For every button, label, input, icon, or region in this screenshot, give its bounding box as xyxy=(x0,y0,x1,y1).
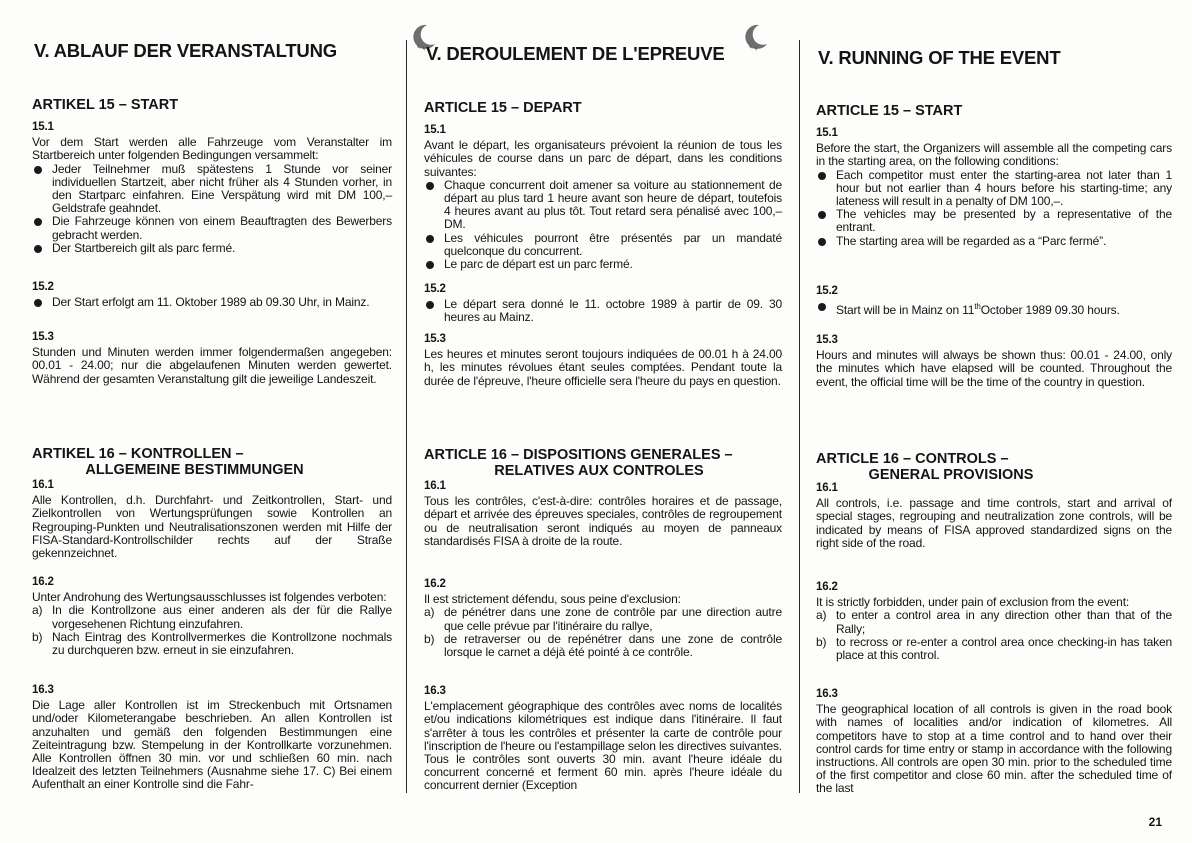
bullet-item: The starting area will be regarded as a “Parc fermé”. xyxy=(816,235,1172,248)
list-item xyxy=(32,631,392,657)
page-number: 21 xyxy=(1148,815,1162,829)
section-16-1 xyxy=(424,480,782,548)
paragraph: Il est strictement défendu, sous peine d'exclusion: xyxy=(424,592,681,607)
section-number: 15.3 xyxy=(816,334,838,346)
list-text: to enter a control area in any direction other than that of the Rally; xyxy=(836,608,1172,636)
article-15-heading: ARTIKEL 15 – START xyxy=(32,97,179,113)
paragraph: Die Lage aller Kontrollen ist im Streckenbuch mit Ortsnamen und/oder Kilometerangabe beschrieben. An allen Kontrollen ist anzuhalten und gemäß den folgenden Bestimmungen eine Zeiteintragung bzw. Stempelung in der Kontrollkarte vorzunehmen. Alle Kontrollen öffnen 30 min. vor und schließen 60 min. nach Idealzeit des letzten Teilnehmers (Ausnahme siehe 17. C) Bei einem Aufenthalt an einer Kontrolle sind die Fahr- xyxy=(32,698,392,792)
section-number: 16.3 xyxy=(816,688,838,700)
section-number: 15.2 xyxy=(424,283,446,295)
section-15-3 xyxy=(424,333,782,388)
section-number: 15.1 xyxy=(816,127,838,139)
heading-line: ARTICLE 16 – CONTROLS – xyxy=(816,451,1009,467)
article-15-heading: ARTICLE 15 – DEPART xyxy=(424,100,582,116)
bullet-item: Chaque concurrent doit amener sa voiture au stationnement de départ au plus tard 1 heure avant son heure de départ, toutefois 4 heures avant au plus tôt. Tout retard sera pénalisé avec 100,– DM. xyxy=(424,179,782,232)
section-16-3 xyxy=(424,685,782,793)
section-16-1 xyxy=(32,479,392,560)
english-column xyxy=(814,0,1172,843)
chapter-title: V. RUNNING OF THE EVENT xyxy=(818,47,1061,68)
list-marker: a) xyxy=(32,603,43,618)
bullet-item: Le départ sera donné le 11. octobre 1989 à partir de 09. 30 heures au Mainz. xyxy=(424,298,782,324)
bullet-item: Jeder Teilnehmer muß spätestens 1 Stunde vor seiner individuellen Startzeit, aber nicht früher als 4 Stunden vorher, in den Startparc einfahren. Eine Verspätung wird mit DM 100,– Geldstrafe geahndet. xyxy=(32,163,392,216)
article-16-heading xyxy=(424,447,774,479)
article-15-heading: ARTICLE 15 – START xyxy=(816,103,963,119)
german-column xyxy=(30,0,392,843)
article-16-heading xyxy=(816,451,1086,483)
list-marker: b) xyxy=(424,631,435,646)
section-number: 15.2 xyxy=(32,281,54,293)
bullet-item: Der Startbereich gilt als parc fermé. xyxy=(32,242,392,255)
ordinal-suffix: th xyxy=(974,302,981,312)
paragraph: Tous les contrôles, c'est-à-dire: contrôles horaires et de passage, départ et arrivée des épreuves speciales, contrôles de regroupement ou de neutralisation seront indiqués au moyen de panneaux standardisés FISA à droite de la route. xyxy=(424,494,782,548)
heading-line: ARTICLE 16 – DISPOSITIONS GENERALES – xyxy=(424,447,733,463)
paragraph: Les heures et minutes seront toujours indiquées de 00.01 h à 24.00 h, les minutes révolues étant seules comptées. Pendant toute la durée de l'épreuve, l'heure officielle sera l'heure du pays en question. xyxy=(424,347,782,388)
list-text: In die Kontrollzone aus einer anderen als der für die Rallye vorgesehenen Richtung einzufahren. xyxy=(52,603,392,631)
section-15-1 xyxy=(32,121,392,255)
bullet-item: Die Fahrzeuge können von einem Beauftragten des Bewerbers gebracht werden. xyxy=(32,215,392,241)
section-16-1 xyxy=(816,482,1172,550)
paragraph: All controls, i.e. passage and time controls, start and arrival of special stages, regrouping and neutralization zone controls, will be indicated by means of FISA approved standardized signs on the right side of the road. xyxy=(816,496,1172,550)
heading-line: ALLGEMEINE BESTIMMUNGEN xyxy=(85,462,304,478)
section-number: 15.3 xyxy=(32,331,54,343)
column-divider xyxy=(406,40,407,793)
section-number: 15.1 xyxy=(32,121,54,133)
section-number: 16.3 xyxy=(424,685,446,697)
paragraph: Unter Androhung des Wertungsausschlusses ist folgendes verboten: xyxy=(32,590,387,605)
list-text: Nach Eintrag des Kontrollvermerkes die Kontrollzone nochmals zu durchqueren bzw. erneut in sie einzufahren. xyxy=(52,629,392,658)
list-text: de retraverser ou de repénétrer dans une zone de contrôle lorsque le carnet a déjà été pointé à ce contrôle. xyxy=(444,631,782,660)
heading-line: RELATIVES AUX CONTROLES xyxy=(494,463,704,479)
paragraph: The geographical location of all controls is given in the road book with names of localities and/or indication of kilometres. All competitors have to stop at a time control and to hand over their control cards for time entry or stamp in accordance with the following instructions. All controls are open 30 min. prior to the scheduled time of the first competitor and close 60 min. after the scheduled time of the last xyxy=(816,702,1172,796)
list-marker: a) xyxy=(816,608,827,623)
paragraph: L'emplacement géographique des contrôles avec noms de localités et/ou indications kilométriques est indique dans l'itinéraire. Il faut s'arrêter à tous les contrôles et présenter la carte de contrôle pour l'inscription de l'heure ou l'estampillage selon les directives suivantes. Tous le contrôles sont ouverts 30 min. avant l'heure idéale du concurrent concerné et ferment 60 min. après l'heure idéale du concurrent dernier (Exception xyxy=(424,699,782,793)
section-16-2 xyxy=(424,578,782,659)
bullet-item: Each competitor must enter the starting-area not later than 1 hour but not earlier than 4 hours before his starting-time; any lateness will result in a penalty of DM 100,–. xyxy=(816,169,1172,209)
section-number: 16.2 xyxy=(424,578,446,590)
bullet-text: Start will be in Mainz on 11 xyxy=(836,303,975,318)
bullet-text: October 1989 09.30 hours. xyxy=(980,303,1120,318)
bullet-item xyxy=(816,300,1172,317)
bullet-item: Le parc de départ est un parc fermé. xyxy=(424,258,782,271)
list-text: to recross or re-enter a control area once checking-in has taken place at this control. xyxy=(836,634,1172,663)
section-number: 16.3 xyxy=(32,684,54,696)
section-15-2 xyxy=(32,281,392,309)
section-15-1 xyxy=(424,124,782,271)
bullet-item: Der Start erfolgt am 11. Oktober 1989 ab 09.30 Uhr, in Mainz. xyxy=(32,296,392,309)
section-15-3 xyxy=(32,331,392,386)
section-number: 16.2 xyxy=(816,581,838,593)
heading-line: ARTIKEL 16 – KONTROLLEN – xyxy=(32,446,244,462)
section-16-2 xyxy=(32,576,392,657)
list-marker: b) xyxy=(816,634,827,649)
list-item xyxy=(816,636,1172,662)
list-item xyxy=(816,609,1172,635)
article-16-heading xyxy=(32,446,357,478)
section-number: 16.2 xyxy=(32,576,54,588)
list-marker: b) xyxy=(32,629,43,644)
paragraph: Vor dem Start werden alle Fahrzeuge vom Veranstalter im Startbereich unter folgenden Bedingungen versammelt: xyxy=(32,135,392,163)
list-item xyxy=(424,633,782,659)
section-15-2 xyxy=(816,285,1172,317)
paragraph: Alle Kontrollen, d.h. Durchfahrt- und Zeitkontrollen, Start- und Zielkontrollen von Wertungsprüfungen sowie Kontrollen an Regrouping-Punkten und Neutralisationszonen werden mit Hilfe der FISA-Standard-Kontrollschilder rechts auf der Straße gekennzeichnet. xyxy=(32,493,392,561)
section-number: 15.2 xyxy=(816,285,838,297)
section-number: 15.1 xyxy=(424,124,446,136)
column-divider xyxy=(799,40,800,793)
section-number: 16.1 xyxy=(816,482,838,494)
section-15-1 xyxy=(816,127,1172,248)
list-text: de pénétrer dans une zone de contrôle par une direction autre que celle prévue par l'itinéraire du rallye, xyxy=(444,605,782,633)
bullet-item: The vehicles may be presented by a representative of the entrant. xyxy=(816,208,1172,234)
paragraph: Avant le départ, les organisateurs prévoient la réunion de tous les véhicules de course dans un parc de départ, dans les conditions suivantes: xyxy=(424,138,782,179)
paragraph: Stunden und Minuten werden immer folgendermaßen angegeben: 00.01 - 24.00; nur die abgelaufenen Minuten werden gewertet. Während der gesamten Veranstaltung gilt die jeweilige Landeszeit. xyxy=(32,345,392,386)
section-16-3 xyxy=(816,688,1172,796)
paragraph: It is strictly forbidden, under pain of exclusion from the event: xyxy=(816,595,1130,610)
bullet-item: Les véhicules pourront être présentés par un mandaté quelconque du concurrent. xyxy=(424,232,782,258)
paragraph: Hours and minutes will always be shown thus: 00.01 - 24.00, only the minutes which have elapsed will be counted. Throughout the event, the official time will be the time of the country in question. xyxy=(816,348,1172,389)
chapter-title: V. DEROULEMENT DE L'EPREUVE xyxy=(426,43,725,64)
chapter-title: V. ABLAUF DER VERANSTALTUNG xyxy=(34,40,337,61)
section-16-2 xyxy=(816,581,1172,662)
section-number: 15.3 xyxy=(424,333,446,345)
section-number: 16.1 xyxy=(424,480,446,492)
heading-line: GENERAL PROVISIONS xyxy=(868,467,1034,483)
list-item xyxy=(32,604,392,630)
paragraph: Before the start, the Organizers will assemble all the competing cars in the starting area, on the following conditions: xyxy=(816,141,1172,169)
section-15-2 xyxy=(424,283,782,325)
list-marker: a) xyxy=(424,605,435,620)
section-16-3 xyxy=(32,684,392,792)
french-column xyxy=(422,0,782,843)
list-item xyxy=(424,606,782,632)
section-15-3 xyxy=(816,334,1172,389)
section-number: 16.1 xyxy=(32,479,54,491)
